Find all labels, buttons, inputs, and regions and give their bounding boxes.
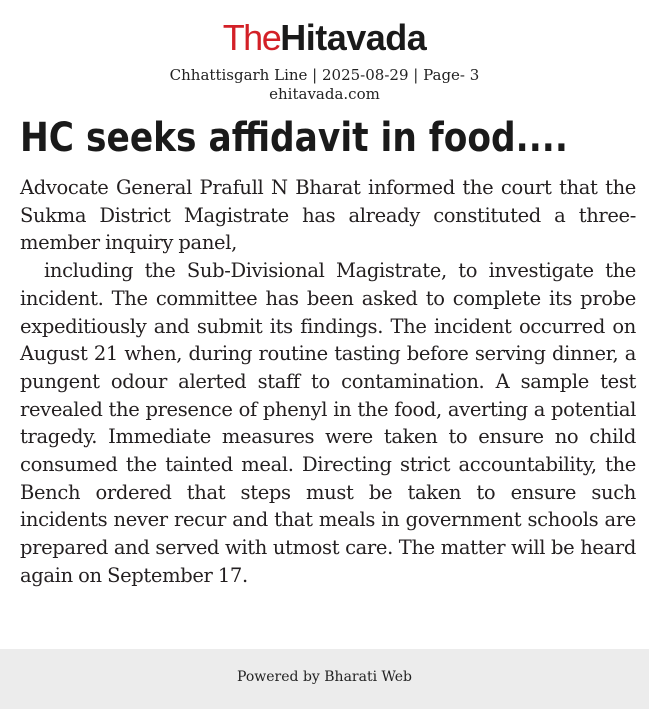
edition-name: Chhattisgarh Line bbox=[169, 66, 308, 84]
newspaper-logo bbox=[223, 18, 427, 58]
article-body bbox=[20, 174, 636, 590]
edition-line: Chhattisgarh Line | 2025-08-29 | Page- 3 bbox=[169, 66, 480, 84]
powered-by-text: Powered by Bharati Web bbox=[237, 669, 412, 685]
article-paragraph: Advocate General Prafull N Bharat informed the court that the Sukma District Magistrate has already constituted a three-member inquiry panel, bbox=[20, 176, 636, 255]
page-number: Page- 3 bbox=[423, 66, 480, 84]
masthead bbox=[0, 18, 649, 58]
article-paragraph: including the Sub-Divisional Magistrate, to investigate the incident. The committee has been asked to complete its probe expeditiously and submit its findings. The incident occurred on August 21 when, during routine tasting before serving dinner, a pungent odour alerted staff to contamination. A sample test revealed the presence of phenyl in the food, averting a potential tragedy. Immediate measures were taken to ensure no child consumed the tainted meal. Directing strict accountability, the Bench ordered that steps must be taken to ensure such incidents never recur and that meals in government schools are prepared and served with utmost care. The matter will be heard again on September 17. bbox=[20, 259, 636, 587]
logo-name: Hitavada bbox=[280, 17, 427, 58]
website-url: ehitavada.com bbox=[269, 85, 380, 103]
footer-bar bbox=[0, 649, 649, 709]
edition-date: 2025-08-29 bbox=[322, 66, 409, 84]
logo-prefix: The bbox=[222, 17, 281, 58]
article-headline: HC seeks affidavit in food.... bbox=[20, 115, 568, 161]
edition-info bbox=[0, 66, 649, 104]
